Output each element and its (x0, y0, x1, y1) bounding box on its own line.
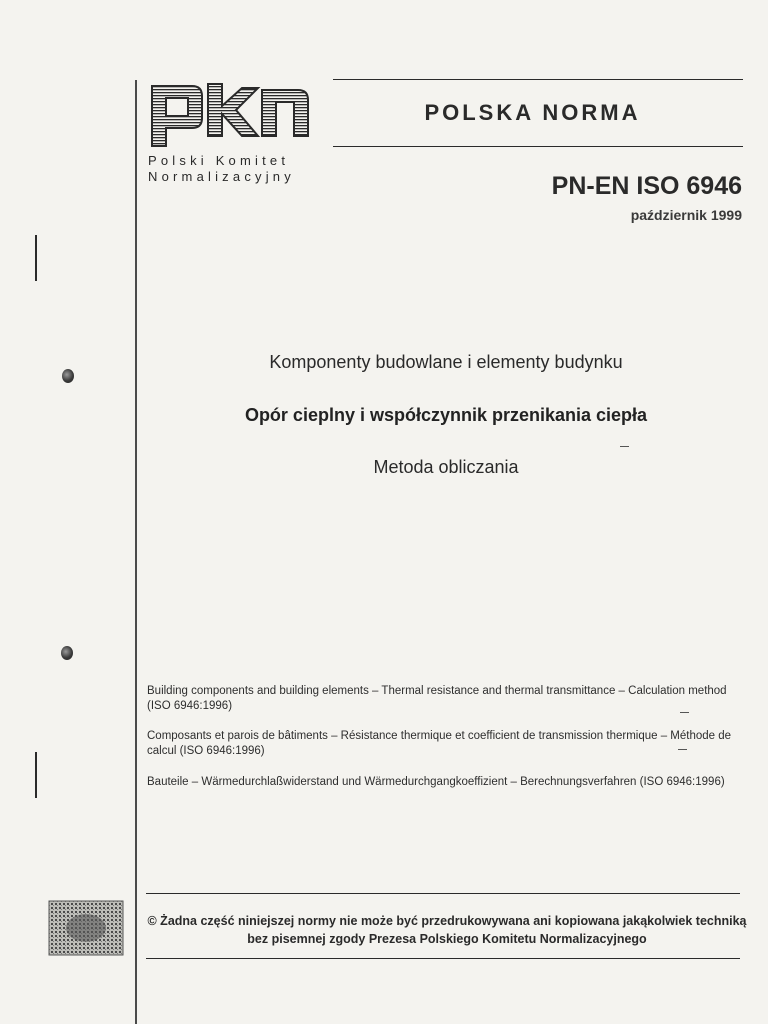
copyright-notice: © Żadna część niniejszej normy nie może być przedrukowywana ani kopiowana jakąkolwiek techniką bez pisemnej zgody Prezesa Polskiego Komitetu Normalizacyjnego (147, 914, 747, 946)
title-english: Building components and building elements – Thermal resistance and thermal transmittance – Calculation method (ISO 6946:1996) (147, 685, 727, 712)
title-line-3: Metoda obliczania (373, 457, 519, 477)
stamp-icon (47, 899, 125, 957)
document-type-title: POLSKA NORMA (424, 100, 641, 125)
binder-hole-bottom (61, 646, 73, 660)
binder-hole-top (62, 369, 74, 383)
scan-mark-top (35, 235, 37, 281)
title-german: Bauteile – Wärmedurchlaßwiderstand und Wärmedurchgangkoeffizient – Berechnungsverfahren (ISO 6946:1996) (147, 776, 725, 788)
title-french: Composants et parois de bâtiments – Résistance thermique et coefficient de transmission thermique – Méthode de calcul (ISO 6946:1996) (147, 730, 732, 757)
org-name-line2: Normalizacyjny (148, 169, 295, 184)
footer-top-rule (146, 893, 740, 894)
scan-dash (680, 712, 689, 713)
header-top-rule (333, 79, 743, 80)
scan-dash (678, 749, 687, 750)
footer-bottom-rule (146, 958, 740, 959)
title-line-2: Opór cieplny i współczynnik przenikania ciepła (244, 405, 648, 425)
norm-number: PN-EN ISO 6946 (551, 172, 742, 200)
org-name-line1: Polski Komitet (148, 153, 290, 168)
scan-mark-bottom (35, 752, 37, 798)
pkn-logo-icon (146, 80, 314, 150)
left-frame-line (135, 80, 137, 1024)
title-line-1: Komponenty budowlane i elementy budynku (269, 352, 623, 372)
scan-dash (620, 446, 629, 447)
header-mid-rule (333, 146, 743, 147)
norm-date: październik 1999 (630, 207, 742, 223)
